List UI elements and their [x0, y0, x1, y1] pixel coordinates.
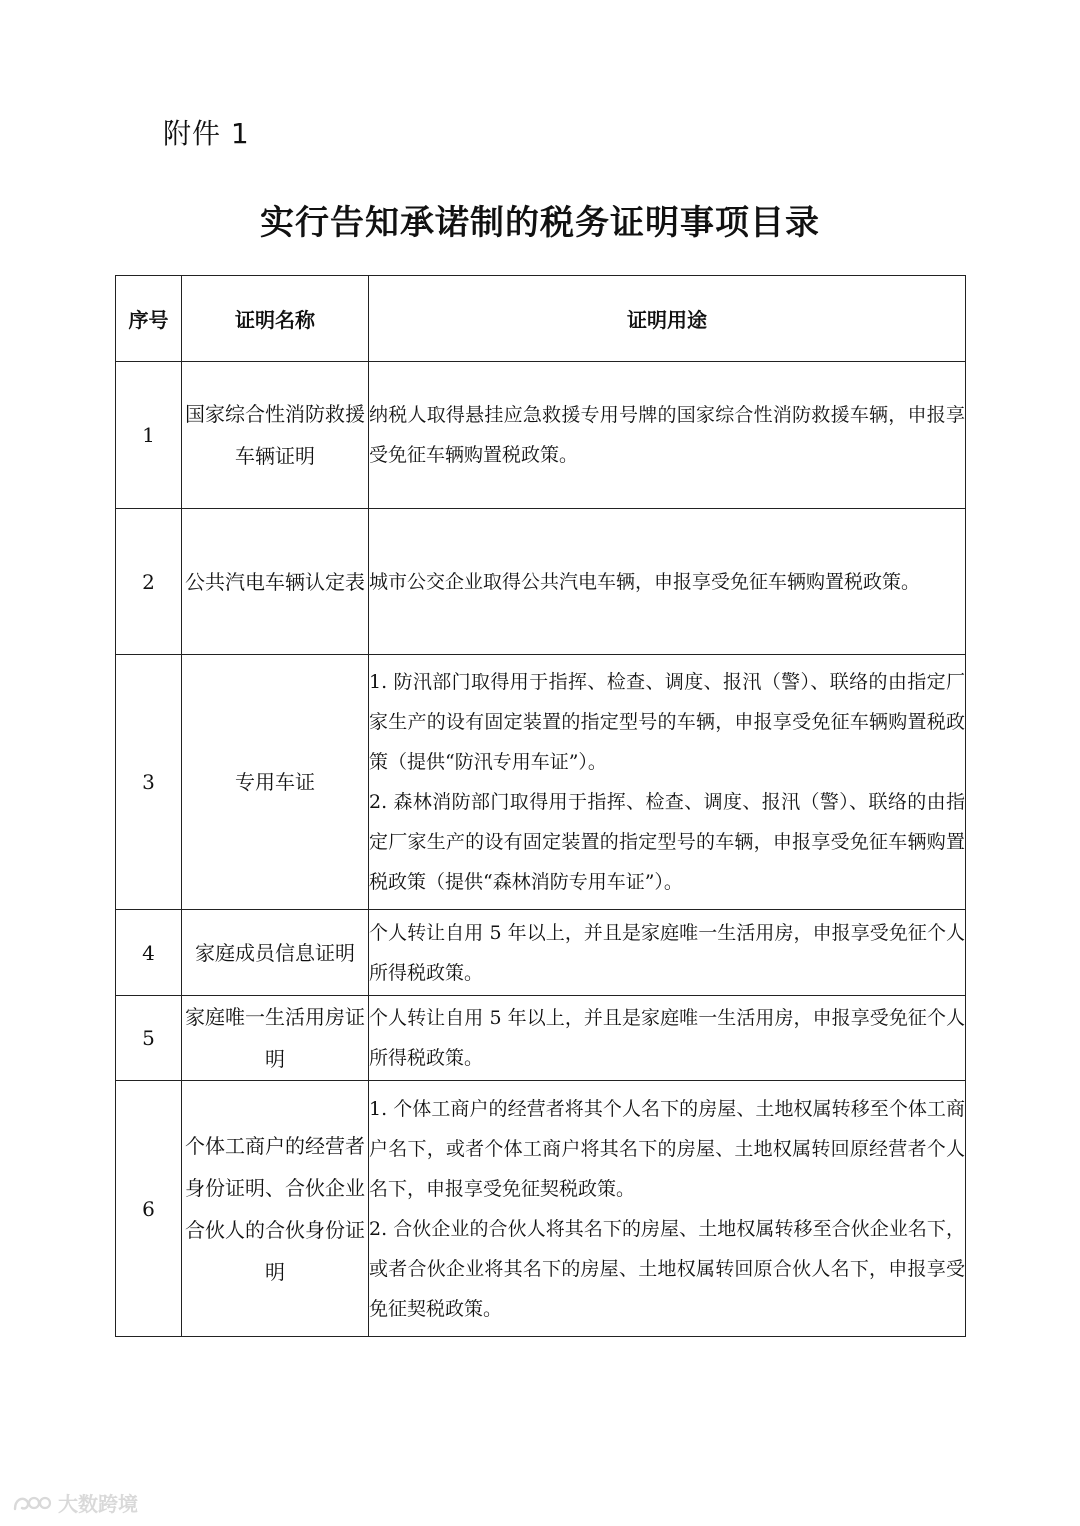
header-use: 证明用途 [369, 276, 966, 362]
row-use [369, 910, 966, 996]
row-name: 国家综合性消防救援车辆证明 [182, 362, 369, 509]
row-name: 公共汽电车辆认定表 [182, 509, 369, 655]
table-row [116, 655, 966, 910]
use-paragraph: 个人转让自用 5 年以上，并且是家庭唯一生活用房，申报享受免征个人所得税政策。 [369, 1007, 965, 1069]
row-name: 家庭唯一生活用房证明 [182, 996, 369, 1081]
row-use [369, 362, 966, 509]
watermark-logo-icon [12, 1492, 52, 1514]
use-paragraph: 纳税人取得悬挂应急救援专用号牌的国家综合性消防救援车辆，申报享受免征车辆购置税政策。 [369, 404, 965, 466]
row-no: 4 [116, 910, 182, 996]
row-use [369, 1081, 966, 1337]
table-row [116, 362, 966, 509]
row-use [369, 996, 966, 1081]
watermark-text: 大数跨境 [58, 1492, 138, 1516]
header-name: 证明名称 [182, 276, 369, 362]
use-paragraph: 1. 个体工商户的经营者将其个人名下的房屋、土地权属转移至个体工商户名下，或者个体工商户将其名下的房屋、土地权属转回原经营者个人名下，申报享受免征契税政策。 [369, 1097, 965, 1200]
table-row [116, 996, 966, 1081]
header-no: 序号 [116, 276, 182, 362]
table-header-row [116, 276, 966, 362]
row-name: 专用车证 [182, 655, 369, 910]
row-no: 6 [116, 1081, 182, 1337]
use-paragraph: 城市公交企业取得公共汽电车辆，申报享受免征车辆购置税政策。 [369, 570, 921, 593]
table-row [116, 509, 966, 655]
row-no: 2 [116, 509, 182, 655]
row-no: 5 [116, 996, 182, 1081]
table-row [116, 910, 966, 996]
table-row [116, 1081, 966, 1337]
watermark [12, 1488, 138, 1517]
use-paragraph: 2. 合伙企业的合伙人将其名下的房屋、土地权属转移至合伙企业名下，或者合伙企业将其名下的房屋、土地权属转回原合伙人名下，申报享受免征契税政策。 [369, 1217, 965, 1320]
row-no: 3 [116, 655, 182, 910]
row-use [369, 655, 966, 910]
row-name: 个体工商户的经营者身份证明、合伙企业合伙人的合伙身份证明 [182, 1081, 369, 1337]
use-paragraph: 2. 森林消防部门取得用于指挥、检查、调度、报汛（警）、联络的由指定厂家生产的设有固定装置的指定型号的车辆，申报享受免征车辆购置税政策（提供“森林消防专用车证”）。 [369, 791, 965, 893]
use-paragraph: 1. 防汛部门取得用于指挥、检查、调度、报汛（警）、联络的由指定厂家生产的设有固定装置的指定型号的车辆，申报享受免征车辆购置税政策（提供“防汛专用车证”）。 [369, 671, 965, 773]
catalog-table [115, 275, 966, 1337]
row-name: 家庭成员信息证明 [182, 910, 369, 996]
page-title: 实行告知承诺制的税务证明事项目录 [260, 203, 820, 243]
row-use [369, 509, 966, 655]
attachment-label: 附件 1 [163, 117, 250, 150]
row-no: 1 [116, 362, 182, 509]
use-paragraph: 个人转让自用 5 年以上，并且是家庭唯一生活用房，申报享受免征个人所得税政策。 [369, 921, 965, 984]
